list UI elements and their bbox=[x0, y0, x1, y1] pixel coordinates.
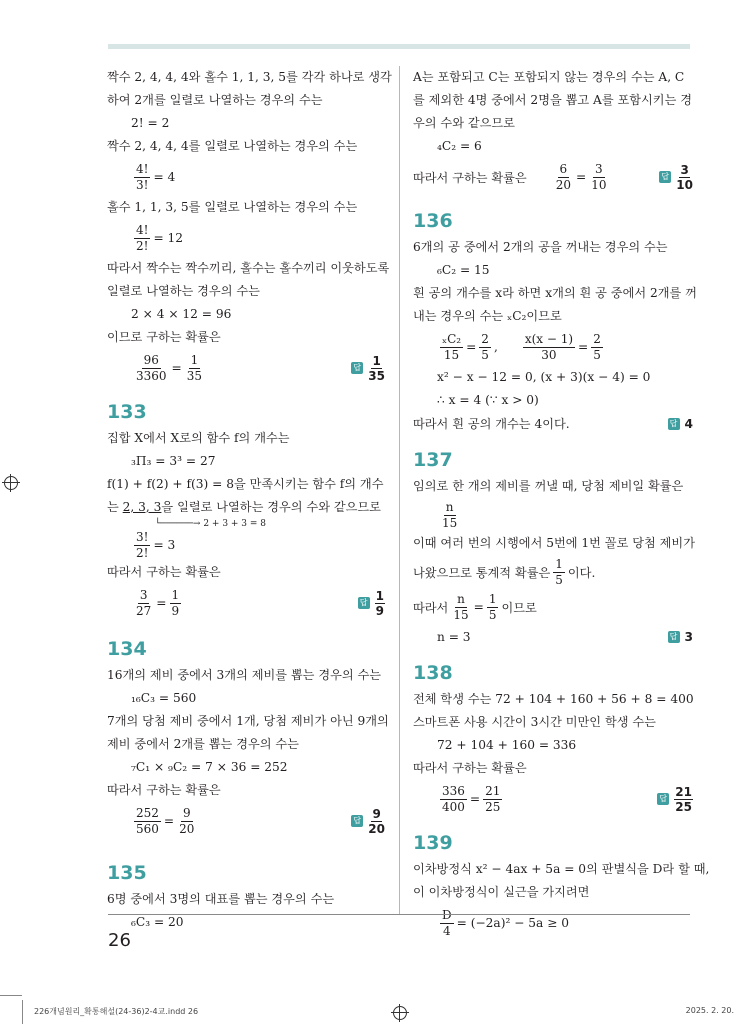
text-line: 따라서 $\frac{n}{15}$ = $\frac{1}{5}$ 이므로 bbox=[413, 591, 537, 622]
answer-badge-icon: 답 bbox=[668, 631, 680, 643]
problem-number: 133 bbox=[107, 401, 147, 423]
left-column bbox=[107, 66, 392, 934]
fraction: $\frac{1}{5}$ bbox=[488, 591, 497, 622]
text-line: 따라서 구하는 확률은 bbox=[413, 761, 527, 775]
text-line: 이 이차방정식이 실근을 가지려면 bbox=[413, 885, 590, 899]
answer: 답 1 9 bbox=[358, 589, 385, 618]
fraction: $\frac{9}{20}$ bbox=[179, 805, 195, 836]
text-line: 는 2, 3, 3을 일렬로 나열하는 경우의 수와 같으므로 bbox=[107, 500, 381, 514]
answer: 답 1 35 bbox=[351, 354, 385, 383]
text-line: 따라서 흰 공의 개수는 4이다. 답 4 bbox=[413, 416, 693, 431]
answer-badge-icon: 답 bbox=[358, 597, 370, 609]
math-line: ₁₆C₃ = 560 bbox=[131, 691, 197, 705]
result-line: $\frac{252}{560}$ = $\frac{9}{20}$ 답 9 20 bbox=[136, 805, 385, 836]
math-text: = 12 bbox=[153, 231, 184, 245]
fraction: $\frac{1}{35}$ bbox=[186, 352, 203, 383]
math-line: 72 + 104 + 160 = 336 bbox=[437, 738, 577, 752]
math-text: = 4 bbox=[153, 170, 176, 184]
text-line: 스마트폰 사용 시간이 3시간 미만인 학생 수는 bbox=[413, 715, 656, 729]
file-info: 226개념원리_확통해설(24-36)2-4교.indd 26 bbox=[34, 1007, 199, 1016]
text-line: 짝수 2, 4, 4, 4와 홀수 1, 1, 3, 5를 각각 하나로 생각 bbox=[107, 70, 392, 84]
fraction: $\frac{1}{9}$ bbox=[171, 587, 180, 618]
fraction: $\frac{n}{15}$ bbox=[442, 499, 458, 530]
math-line: ₆C₂ = 15 bbox=[437, 263, 490, 277]
fraction: $\frac{21}{25}$ bbox=[485, 783, 501, 814]
math-line: 2 × 4 × 12 = 96 bbox=[131, 307, 232, 321]
math-line: $\frac{\text{ₓC₂}}{15}$ = $\frac{2}{5}$ , $\frac{x(x - 1)}{30}$ = $\frac{2}{5}$ bbox=[442, 331, 601, 362]
math-line: ₃Π₃ = 3³ = 27 bbox=[131, 454, 216, 468]
text-line: 짝수 2, 4, 4, 4를 일렬로 나열하는 경우의 수는 bbox=[107, 139, 358, 153]
answer: 답 3 10 bbox=[659, 163, 693, 192]
fraction: $\frac{252}{560}$ bbox=[136, 805, 159, 836]
math-line: ₄C₂ = 6 bbox=[437, 139, 482, 153]
fraction: $\frac{4!}{2!}$ bbox=[136, 222, 149, 253]
math-line: 2! = 2 bbox=[131, 116, 170, 130]
crop-mark bbox=[22, 1000, 23, 1024]
result-line: 따라서 구하는 확률은 $\frac{6}{20}$ = $\frac{3}{10}$ 답 3 10 bbox=[413, 161, 693, 192]
fraction: $\frac{1}{5}$ bbox=[555, 556, 563, 587]
text-line: 내는 경우의 수는 ₓC₂이므로 bbox=[413, 309, 562, 323]
answer-badge-icon: 답 bbox=[351, 815, 363, 827]
text-line: 16개의 제비 중에서 3개의 제비를 뽑는 경우의 수는 bbox=[107, 668, 382, 682]
text-line: 이때 여러 번의 시행에서 5번에 1번 꼴로 당첨 제비가 bbox=[413, 536, 695, 550]
text-line: 6개의 공 중에서 2개의 공을 꺼내는 경우의 수는 bbox=[413, 240, 668, 254]
text-line: 홀수 1, 1, 3, 5를 일렬로 나열하는 경우의 수는 bbox=[107, 200, 358, 214]
math-line: ₇C₁ × ₉C₂ = 7 × 36 = 252 bbox=[131, 760, 288, 774]
text-line: 흰 공의 개수를 x라 하면 x개의 흰 공 중에서 2개를 꺼 bbox=[413, 286, 697, 300]
problem-number: 135 bbox=[107, 862, 147, 884]
text-line: 임의로 한 개의 제비를 꺼낼 때, 당첨 제비일 확률은 bbox=[413, 479, 684, 493]
fraction: $\frac{x(x - 1)}{30}$ bbox=[524, 331, 574, 362]
text-line: f(1) + f(2) + f(3) = 8을 만족시키는 함수 f의 개수 bbox=[107, 477, 384, 491]
answer: 답 21 25 bbox=[657, 785, 693, 814]
answer-badge-icon: 답 bbox=[351, 362, 363, 374]
answer: 답 4 bbox=[668, 417, 693, 431]
bottom-rule bbox=[108, 914, 690, 915]
right-column bbox=[413, 66, 710, 942]
text-line: 우의 수와 같으므로 bbox=[413, 116, 515, 130]
fraction: $\frac{2}{5}$ bbox=[593, 331, 601, 362]
result-line: $\frac{336}{400}$ = $\frac{21}{25}$ 답 21 25 bbox=[442, 783, 692, 814]
problem-number: 134 bbox=[107, 638, 147, 660]
math-line: 4 = (−2a)² − 5a ≥ 0 bbox=[413, 904, 693, 942]
text-line: 하여 2개를 일렬로 나열하는 경우의 수는 bbox=[107, 93, 323, 107]
page-number: 26 bbox=[108, 930, 131, 951]
fraction: $\frac{336}{400}$ bbox=[442, 783, 465, 814]
math-line bbox=[413, 498, 693, 532]
text-line: 따라서 구하는 확률은 bbox=[107, 783, 221, 797]
fraction: $\frac{3}{10}$ bbox=[591, 161, 607, 192]
fraction: $\frac{3!}{2!}$ bbox=[136, 529, 149, 560]
fraction: $\frac{4!}{3!}$ bbox=[136, 161, 149, 192]
fraction: $\frac{6}{20}$ bbox=[555, 161, 571, 192]
problem-number: 138 bbox=[413, 662, 453, 684]
answer: 답 9 20 bbox=[351, 807, 385, 836]
text-line: 이차방정식 x² − 4ax + 5a = 0의 판별식을 D라 할 때, bbox=[413, 862, 710, 876]
text-line: 를 제외한 4명 중에서 2명을 뽑고 A를 포함시키는 경 bbox=[413, 93, 692, 107]
text-line: 전체 학생 수는 72 + 104 + 160 + 56 + 8 = 400 bbox=[413, 692, 694, 706]
answer-badge-icon: 답 bbox=[657, 793, 669, 805]
brace-annotation: └──────→ 2 + 3 + 3 = 8 bbox=[155, 519, 267, 529]
problem-number: 137 bbox=[413, 449, 453, 471]
math-line: n = 3 답 3 bbox=[437, 629, 693, 644]
answer-badge-icon: 답 bbox=[668, 418, 680, 430]
math-line: ∴ x = 4 (∵ x > 0) bbox=[437, 393, 539, 407]
text-line: 나왔으므로 통계적 확률은 $\frac{1}{5}$ 이다. bbox=[413, 556, 596, 587]
text: 따라서 구하는 확률은 bbox=[413, 170, 527, 185]
fraction: $\frac{3}{27}$ bbox=[136, 587, 152, 618]
text-line: A는 포함되고 C는 포함되지 않는 경우의 수는 A, C bbox=[413, 70, 685, 84]
math-line: x² − x − 12 = 0, (x + 3)(x − 4) = 0 bbox=[437, 370, 651, 384]
math-line: ₆C₃ = 20 bbox=[131, 915, 184, 929]
registration-mark-icon bbox=[4, 476, 18, 490]
text-line: 따라서 짝수는 짝수끼리, 홀수는 홀수끼리 이웃하도록 bbox=[107, 261, 390, 275]
math-line bbox=[107, 158, 385, 196]
fraction: $\frac{2}{5}$ bbox=[481, 331, 489, 362]
problem-number: 139 bbox=[413, 832, 453, 854]
crop-mark bbox=[0, 995, 22, 996]
problem-number: 136 bbox=[413, 210, 453, 232]
text-line: 일렬로 나열하는 경우의 수는 bbox=[107, 284, 260, 298]
text-line: 이므로 구하는 확률은 bbox=[107, 330, 221, 344]
math-line bbox=[107, 219, 385, 257]
print-date: 2025. 2. 20. bbox=[685, 1006, 734, 1015]
text-line: 제비 중에서 2개를 뽑는 경우의 수는 bbox=[107, 737, 299, 751]
text-line: 집합 X에서 X로의 함수 f의 개수는 bbox=[107, 431, 290, 445]
header-bar bbox=[108, 44, 690, 49]
answer: 답 3 bbox=[668, 630, 693, 644]
registration-mark-icon bbox=[393, 1006, 407, 1020]
text-line: 따라서 구하는 확률은 bbox=[107, 565, 221, 579]
text-line: 7개의 당첨 제비 중에서 1개, 당첨 제비가 아닌 9개의 bbox=[107, 714, 389, 728]
answer-badge-icon: 답 bbox=[659, 171, 671, 183]
column-divider bbox=[399, 66, 400, 914]
fraction: $\frac{\text{ₓC₂}}{15}$ bbox=[442, 331, 462, 362]
fraction: 4 bbox=[440, 908, 454, 939]
result-line: $\frac{96}{3360}$ = $\frac{1}{35}$ 답 1 35 bbox=[136, 352, 385, 383]
text-line: 6명 중에서 3명의 대표를 뽑는 경우의 수는 bbox=[107, 892, 335, 906]
fraction: $\frac{n}{15}$ bbox=[453, 591, 469, 622]
fraction: $\frac{96}{3360}$ bbox=[136, 352, 167, 383]
math-line: $\frac{3!}{2!}$ = 3 bbox=[136, 529, 176, 560]
result-line: $\frac{3}{27}$ = $\frac{1}{9}$ 답 1 9 bbox=[136, 587, 384, 618]
